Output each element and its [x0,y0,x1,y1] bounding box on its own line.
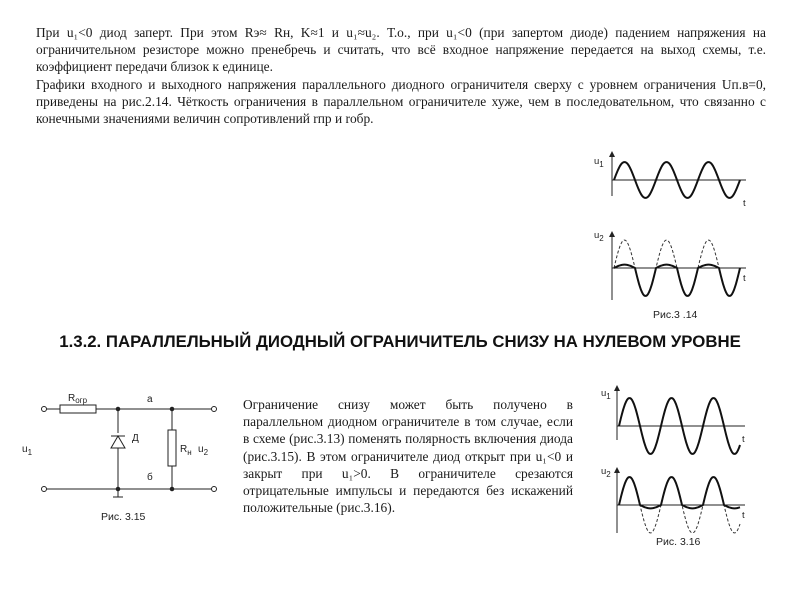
fig16-caption: Рис. 3.16 [656,536,701,548]
fig16-u2-graph [601,466,745,533]
fig14-u2-graph [594,230,746,300]
fig14-u1-graph [594,152,746,209]
output-terminal-top [212,407,217,412]
fig15-caption: Рис. 3.15 [101,511,146,523]
fig14-u2-label: $u_2$ [594,230,604,243]
output-terminal-bottom [212,487,217,492]
label-output-u2: $u_2$ [198,444,209,457]
section-heading: 1.3.2. ПАРАЛЛЕЛЬНЫЙ ДИОДНЫЙ ОГРАНИЧИТЕЛЬ СНИЗУ НА НУЛЕВОМ УРОВНЕ [59,332,741,351]
paragraph-lower-limiter: Ограничение снизу может быть получено в параллельном диодном ограничителе в том случае, если в схеме (рис.3.13) поменять полярность включения диода (рис.3.15). В этом ограничителе диод открыт при u₁<0 и закрыт при u₁>0. В ограничителе срезаются отрицательные импульсы и передаются без искажений положительные (рис.3.16). [243,397,573,516]
paragraph-diode-closed: При u₁<0 диод заперт. При этом Rэ≈ Rн, K≈1 и u₁≈u₂. Т.о., при u₁<0 (при запертом диоде) падением напряжения на ограничительном резисторе можно пренебречь и считать, что всё входное напряжение передается на выход схемы, т.е. коэффициент передачи близок к единице. [36,25,766,75]
fig16-u1-t-label: t [742,434,745,445]
fig14-u1-t-label: t [743,198,746,209]
input-terminal-bottom [42,487,47,492]
resistor-r-ogr [60,405,96,413]
fig16-u2-clipped [619,477,740,508]
label-node-a: а [147,394,153,405]
figure-3-16 [601,386,745,548]
resistor-r-load [168,430,176,466]
fig14-u1-label: $u_1$ [594,156,604,169]
fig16-u2-t-label: t [742,510,745,521]
label-r-ogr: $R_{огр}$ [68,393,88,405]
fig16-u2-label: $u_2$ [601,466,611,479]
figure-3-14 [594,152,746,321]
label-r-load: $R_н$ [180,444,192,457]
fig16-u1-graph [601,386,745,454]
label-diode: Д [132,433,139,444]
fig14-u2-t-label: t [743,273,746,284]
figure-3-15-labels [22,393,209,523]
diode-symbol [111,436,125,448]
fig14-u2-clipped [614,265,740,296]
fig16-u1-label: $u_1$ [601,388,611,401]
paragraph-upper-limiter-graphs: Графики входного и выходного напряжения параллельного диодного ограничителя сверху с уровнем ограничения Uп.в=0, приведены на рис.2.14. Чёткость ограничения в параллельном ограничителе хуже, чем в последовательном, что связанно с конечными значениями величин сопротивлений rпр и rобр. [36,77,766,127]
fig14-caption: Рис.3 .14 [653,309,698,321]
label-node-b: б [147,472,153,483]
label-input-u1: $u_1$ [22,444,33,457]
input-terminal-top [42,407,47,412]
